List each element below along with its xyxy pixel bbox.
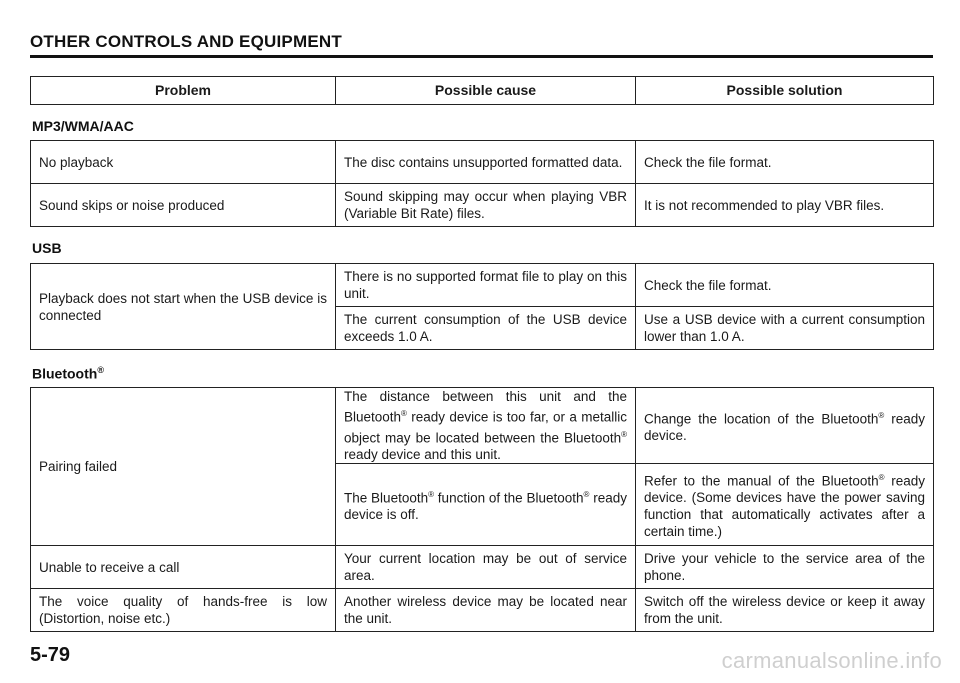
cause-cell: The Bluetooth® function of the Bluetooth® ready device is off. <box>336 464 636 546</box>
group-label-mp3: MP3/WMA/AAC <box>32 118 134 134</box>
problem-cell: Sound skips or noise produced <box>31 184 336 227</box>
table-usb <box>30 263 934 350</box>
cause-cell: The current consumption of the USB device exceeds 1.0 A. <box>336 307 636 350</box>
problem-cell: The voice quality of hands-free is low (Distortion, noise etc.) <box>31 589 336 632</box>
header-problem: Problem <box>31 77 336 105</box>
table-bluetooth <box>30 387 934 632</box>
table-header <box>30 76 934 105</box>
header-possible-cause: Possible cause <box>336 77 636 105</box>
solution-cell: Refer to the manual of the Bluetooth® ready device. (Some devices have the power saving function that automatically activates after a certain time.) <box>636 464 934 546</box>
problem-cell: Playback does not start when the USB device is connected <box>31 264 336 350</box>
heading-rule <box>30 55 933 58</box>
group-label-text: Bluetooth <box>32 365 98 382</box>
cause-cell: There is no supported format file to play on this unit. <box>336 264 636 307</box>
section-heading: OTHER CONTROLS AND EQUIPMENT <box>30 32 342 51</box>
cause-cell: Sound skipping may occur when playing VBR (Variable Bit Rate) files. <box>336 184 636 227</box>
solution-cell: Drive your vehicle to the service area of the phone. <box>636 546 934 589</box>
group-label-bluetooth <box>32 365 104 382</box>
solution-cell: It is not recommended to play VBR files. <box>636 184 934 227</box>
group-label-usb: USB <box>32 240 62 256</box>
table-row <box>31 388 934 464</box>
page-number: 5-79 <box>30 644 71 666</box>
solution-cell: Check the file format. <box>636 264 934 307</box>
table-row <box>31 589 934 632</box>
header-possible-solution: Possible solution <box>636 77 934 105</box>
solution-cell: Check the file format. <box>636 141 934 184</box>
cause-cell: The disc contains unsupported formatted data. <box>336 141 636 184</box>
cause-cell: The distance between this unit and the Bluetooth® ready device is too far, or a metallic object may be located between the Bluetooth® ready device and this unit. <box>336 388 636 464</box>
table-row <box>31 184 934 227</box>
table-row <box>31 546 934 589</box>
solution-cell: Switch off the wireless device or keep it away from the unit. <box>636 589 934 632</box>
registered-mark: ® <box>97 365 104 375</box>
table-row <box>31 264 934 307</box>
problem-cell: Unable to receive a call <box>31 546 336 589</box>
solution-cell: Change the location of the Bluetooth® ready device. <box>636 388 934 464</box>
problem-cell: No playback <box>31 141 336 184</box>
table-row <box>31 141 934 184</box>
cause-cell: Your current location may be out of service area. <box>336 546 636 589</box>
table-mp3 <box>30 140 934 227</box>
problem-cell: Pairing failed <box>31 388 336 546</box>
cause-cell: Another wireless device may be located near the unit. <box>336 589 636 632</box>
watermark: carmanualsonline.info <box>721 648 942 673</box>
solution-cell: Use a USB device with a current consumption lower than 1.0 A. <box>636 307 934 350</box>
